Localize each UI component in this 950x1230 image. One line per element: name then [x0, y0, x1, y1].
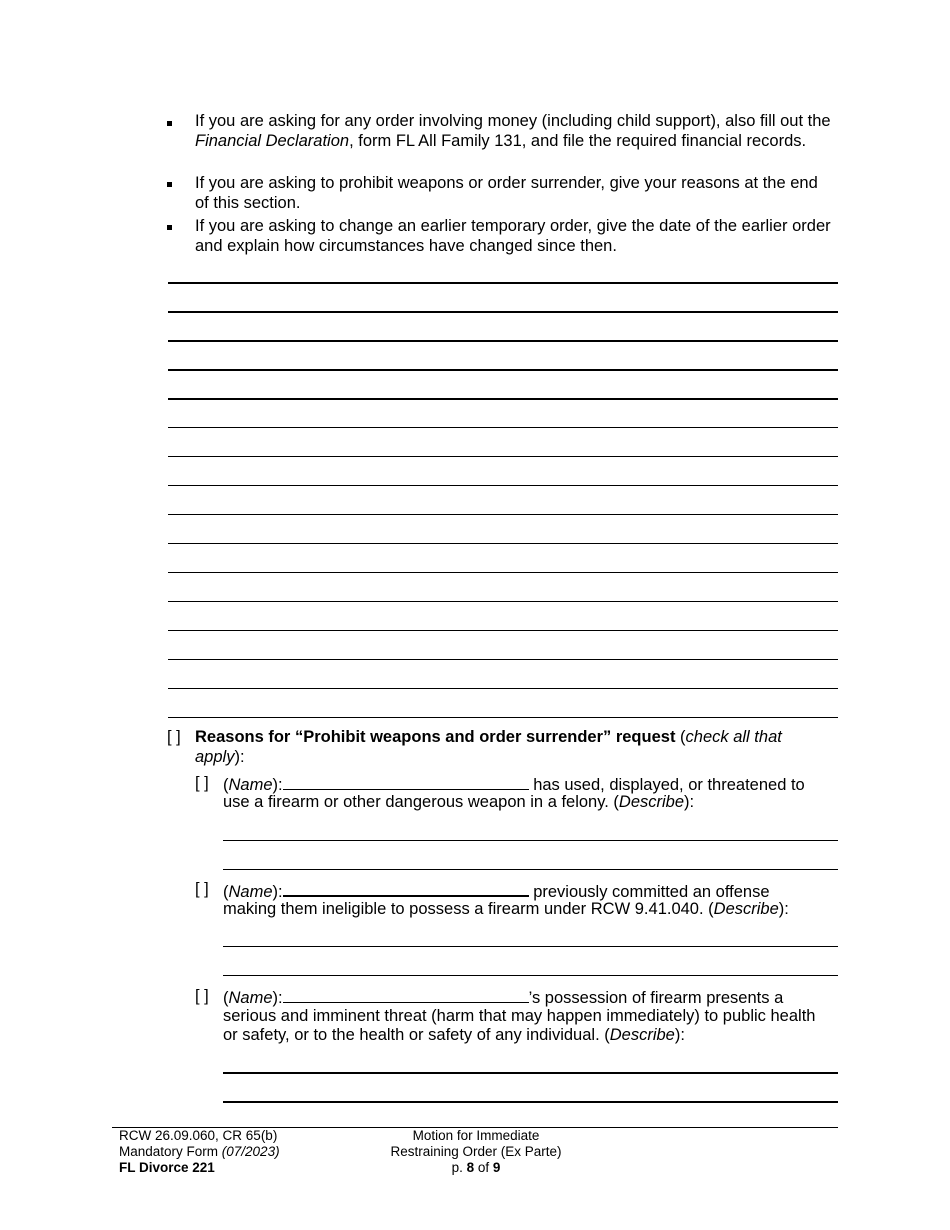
- bullet-marker: [167, 218, 175, 226]
- footer-form-status: Mandatory Form (07/2023): [119, 1144, 280, 1159]
- reason-1-checkbox[interactable]: [ ]: [195, 774, 209, 792]
- reason-1-text: (Name): has used, displayed, or threatened to: [223, 776, 805, 794]
- writing-line[interactable]: [168, 456, 838, 457]
- writing-line[interactable]: [168, 659, 838, 660]
- footer-form-id: FL Divorce 221: [119, 1160, 215, 1175]
- form-title-italic: Financial Declaration: [195, 131, 350, 150]
- reason-2-checkbox[interactable]: [ ]: [195, 880, 209, 898]
- writing-line[interactable]: [168, 427, 838, 428]
- reason-3-text: (Name): ’s possession of firearm presents a: [223, 989, 784, 1007]
- reasons-checkbox[interactable]: [ ]: [167, 728, 181, 746]
- footer-title-line1: Motion for Immediate: [412, 1128, 540, 1143]
- writing-line[interactable]: [168, 601, 838, 602]
- writing-line[interactable]: [168, 311, 838, 313]
- bullet-marker: [167, 114, 175, 122]
- reason-2-text-line2: making them ineligible to possess a firearm under RCW 9.41.040. (Describe):: [223, 900, 789, 918]
- writing-line[interactable]: [168, 572, 838, 573]
- footer-center: [376, 1128, 576, 1176]
- reason-2-text: (Name): previously committed an offense: [223, 880, 843, 903]
- describe-line[interactable]: [223, 975, 838, 976]
- writing-line[interactable]: [168, 717, 838, 718]
- bullet-prohibit-weapons: If you are asking to prohibit weapons or order surrender, give your reasons at the end of this section.: [195, 174, 818, 212]
- reason-3-text-line2: serious and imminent threat (harm that may happen immediately) to public health: [223, 1007, 816, 1025]
- reason-1-text-line2: use a firearm or other dangerous weapon in a felony. (Describe):: [223, 793, 695, 811]
- name-blank-field[interactable]: [283, 987, 529, 1003]
- bullet-marker: [167, 175, 175, 183]
- writing-line[interactable]: [168, 369, 838, 371]
- describe-line[interactable]: [223, 1072, 838, 1074]
- footer-page-number: p. 8 of 9: [451, 1160, 501, 1175]
- reason-3-text-line3: or safety, or to the health or safety of any individual. (Describe):: [223, 1026, 685, 1044]
- reason-3-checkbox[interactable]: [ ]: [195, 987, 209, 1005]
- footer-statute: RCW 26.09.060, CR 65(b): [119, 1128, 278, 1143]
- writing-line[interactable]: [168, 514, 838, 515]
- describe-line[interactable]: [223, 1101, 838, 1103]
- describe-line[interactable]: [223, 946, 838, 947]
- writing-line[interactable]: [168, 485, 838, 486]
- footer-title-line2: Restraining Order (Ex Parte): [390, 1144, 562, 1159]
- describe-line[interactable]: [223, 840, 838, 841]
- writing-line[interactable]: [168, 398, 838, 400]
- writing-line[interactable]: [168, 630, 838, 631]
- bullet-financial-declaration: If you are asking for any order involving money (including child support), also fill out the Financial Declaration, form FL All Family 131, and file the required financial records.: [195, 112, 831, 150]
- name-blank-field[interactable]: [283, 880, 529, 897]
- writing-line[interactable]: [168, 340, 838, 342]
- name-blank-field[interactable]: [283, 774, 529, 790]
- footer-left: [119, 1128, 280, 1176]
- writing-line[interactable]: [168, 282, 838, 284]
- reasons-heading: Reasons for “Prohibit weapons and order surrender” request (check all that apply):: [195, 728, 782, 766]
- writing-line[interactable]: [168, 688, 838, 689]
- bullet-change-order: If you are asking to change an earlier temporary order, give the date of the earlier order and explain how circumstances have changed since then.: [195, 217, 831, 255]
- writing-line[interactable]: [168, 543, 838, 544]
- describe-line[interactable]: [223, 869, 838, 870]
